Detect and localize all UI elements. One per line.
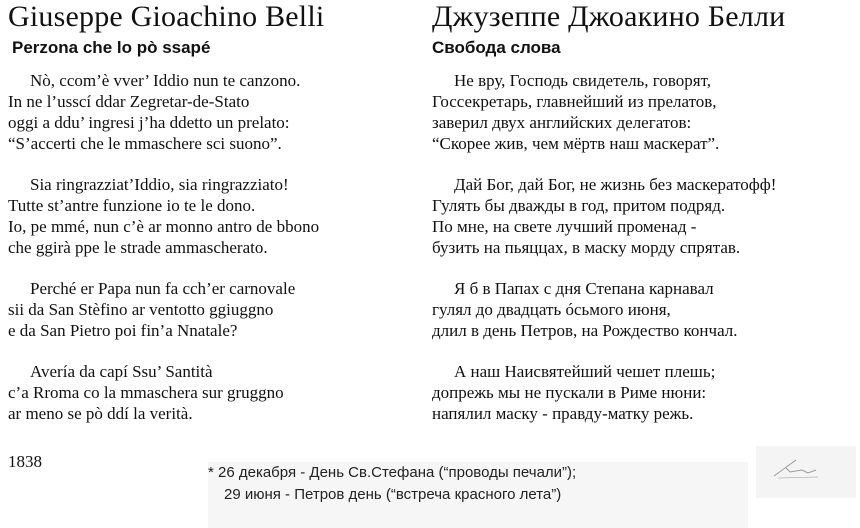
poem-line: Не вру, Господь свидетель, говорят,	[454, 71, 711, 90]
stanza	[8, 174, 319, 258]
poem-line: длил в день Петров, на Рождество кончал.	[432, 321, 738, 340]
poem-line: “Скорее жив, чем мёртв наш маскерат”.	[432, 134, 720, 153]
poem-line: заверил двух английских делегатов:	[432, 113, 692, 132]
poem-line: напялил маску - правду-матку режь.	[432, 404, 694, 423]
russian-poem-column	[432, 0, 856, 423]
poem-body-italian	[8, 70, 319, 444]
poem-line: бузить на пьяццах, в маску морду спрятав.	[432, 238, 741, 257]
italian-poem-column	[8, 0, 418, 423]
poem-title-italian: Perzona che lo pò ssapé	[12, 38, 211, 57]
poem-line: c’a Rroma co la mmaschera sur gruggno	[8, 383, 284, 402]
poem-line: oggi a ddu’ ingresi j’ha ddetto un prelato:	[8, 113, 290, 132]
author-name-italian: Giuseppe Gioachino Belli	[8, 0, 325, 33]
poem-line: Я б в Папах с дня Степана карнавал	[454, 279, 714, 298]
poem-line: Tutte st’antre funzione io te le dono.	[8, 196, 256, 215]
footnote-line: * 26 декабря - День Св.Стефана (“проводы печали”);	[208, 464, 577, 481]
poem-line: Госсекретарь, главнейший из прелатов,	[432, 92, 717, 111]
poem-line: Гулять бы дважды в год, притом подряд.	[432, 196, 726, 215]
footnotes	[208, 462, 748, 528]
author-name-russian: Джузеппе Джоакино Белли	[432, 0, 786, 33]
stanza	[8, 70, 319, 154]
poem-line: In ne l’usscí ddar Zegretar-de-Stato	[8, 92, 250, 111]
poem-line: гулял до двадцать óсьмого июня,	[432, 300, 671, 319]
handwritten-signature	[756, 446, 856, 498]
stanza	[432, 361, 776, 424]
poem-line: Sia ringrazziat’Iddio, sia ringrazziato!	[30, 175, 289, 194]
stanza	[432, 174, 776, 258]
stanza	[432, 278, 776, 341]
poem-year: 1838	[8, 452, 42, 471]
poem-line: “S’accerti che le mmaschere sci suono”.	[8, 134, 282, 153]
poem-line: Io, pe mmé, nun c’è ar monno antro de bbono	[8, 217, 320, 236]
stanza	[8, 361, 319, 424]
poem-line: sii da San Stèfino ar ventotto ggiuggno	[8, 300, 274, 319]
poem-line: Nò, ccom’è vver’ Iddio nun te canzono.	[30, 71, 301, 90]
footnote-line: 29 июня - Петров день (“встреча красного лета”)	[224, 486, 562, 503]
poem-line: che ggirà ppe le strade ammascherato.	[8, 238, 268, 257]
poem-line: По мне, на свете лучший променад -	[432, 217, 697, 236]
stanza	[8, 278, 319, 341]
poem-line: Дай Бог, дай Бог, не жизнь без маскератофф!	[454, 175, 777, 194]
poem-line: e da San Pietro poi fin’a Nnatale?	[8, 321, 238, 340]
poem-line: Avería da capí Ssu’ Santità	[30, 362, 213, 381]
poem-line: Perché er Papa nun fa cch’er carnovale	[30, 279, 296, 298]
poem-title-russian: Свобода слова	[432, 38, 561, 57]
poem-line: ar meno se pò ddí la verità.	[8, 404, 193, 423]
stanza	[432, 70, 776, 154]
poem-line: А наш Наисвятейший чешет плешь;	[454, 362, 716, 381]
poem-line: допрежь мы не пускали в Риме нюни:	[432, 383, 707, 402]
poem-body-russian	[432, 70, 776, 444]
